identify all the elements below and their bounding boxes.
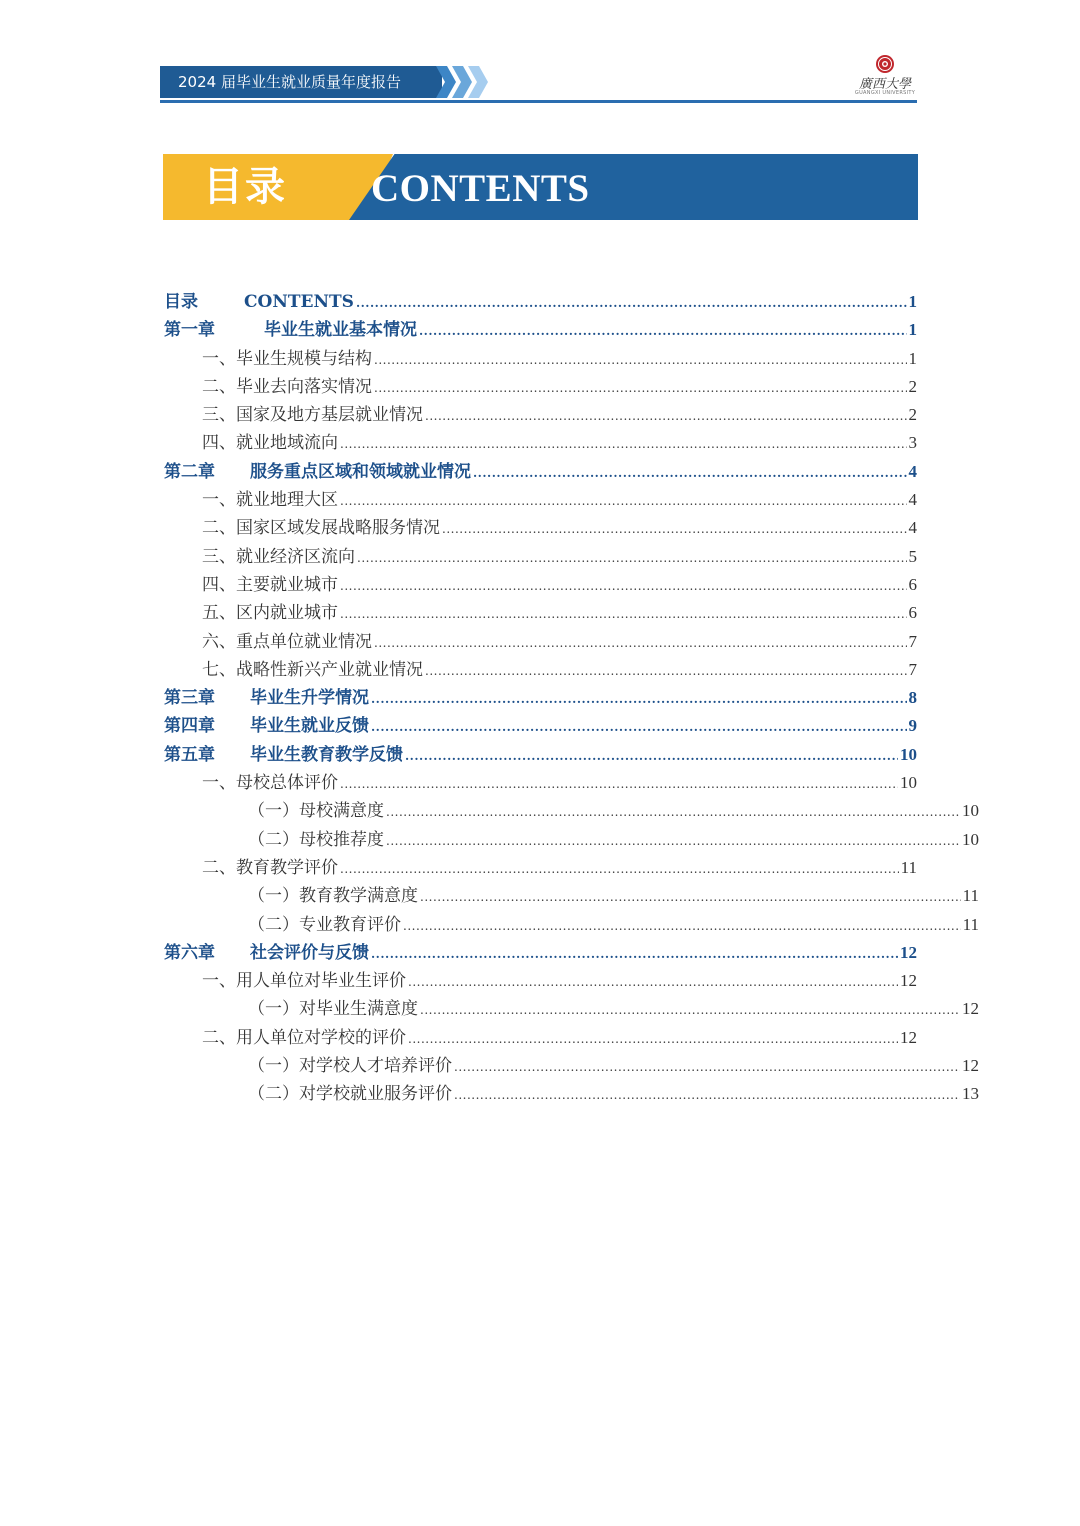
toc-entry-title: 四、就业地域流向 bbox=[202, 433, 338, 454]
toc-chapter-entry[interactable] bbox=[164, 741, 917, 769]
toc-entry-page: 4 bbox=[908, 461, 917, 481]
toc-section-entry[interactable] bbox=[164, 1024, 917, 1052]
toc-subsection-entry[interactable] bbox=[164, 911, 979, 939]
toc-entry-page: 10 bbox=[962, 801, 979, 821]
toc-entry-page: 12 bbox=[900, 1027, 917, 1047]
toc-section-entry[interactable] bbox=[164, 514, 917, 542]
toc-leader-dots bbox=[420, 996, 960, 1024]
toc-entry-page: 12 bbox=[962, 999, 979, 1019]
toc-entry-page: 13 bbox=[962, 1084, 979, 1104]
toc-entry-title: 社会评价与反馈 bbox=[250, 942, 369, 963]
toc-entry-page: 10 bbox=[962, 829, 979, 849]
toc-entry-title: 二、国家区域发展战略服务情况 bbox=[202, 518, 440, 539]
toc-entry-title: 二、毕业去向落实情况 bbox=[202, 376, 372, 397]
toc-chapter-number: 第一章 bbox=[164, 320, 215, 341]
toc-entry-page: 1 bbox=[908, 292, 917, 311]
toc-leader-dots bbox=[403, 912, 961, 940]
toc-entry-number: 目录 bbox=[164, 292, 198, 312]
toc-entry-title: 一、毕业生规模与结构 bbox=[202, 348, 372, 369]
toc-entry-page: 5 bbox=[908, 546, 917, 566]
toc-entry-title: 一、用人单位对毕业生评价 bbox=[202, 971, 406, 992]
toc-leader-dots bbox=[386, 798, 960, 826]
toc-leader-dots bbox=[357, 544, 907, 572]
toc-leader-dots bbox=[340, 855, 899, 883]
toc-section-entry[interactable] bbox=[164, 543, 917, 571]
toc-entry-title: （二）专业教育评价 bbox=[248, 914, 401, 935]
toc-subsection-entry[interactable] bbox=[164, 995, 979, 1023]
toc-entry-page: 1 bbox=[908, 320, 917, 340]
toc-leader-dots bbox=[408, 1025, 898, 1053]
toc-section-entry[interactable] bbox=[164, 429, 917, 457]
toc-entry-title: 毕业生就业基本情况 bbox=[264, 320, 417, 341]
toc-entry-contents[interactable] bbox=[164, 288, 917, 316]
toc-chapter-entry[interactable] bbox=[164, 939, 917, 967]
toc-entry-title: CONTENTS bbox=[244, 292, 354, 312]
toc-entry-title: 六、重点单位就业情况 bbox=[202, 631, 372, 652]
toc-entry-page: 4 bbox=[908, 518, 917, 538]
toc-leader-dots bbox=[405, 742, 898, 770]
toc-entry-page: 11 bbox=[962, 886, 979, 906]
toc-leader-dots bbox=[356, 289, 907, 317]
toc-leader-dots bbox=[454, 1053, 960, 1081]
toc-entry-page: 8 bbox=[908, 688, 917, 708]
toc-section-entry[interactable] bbox=[164, 769, 917, 797]
toc-entry-title: 一、就业地理大区 bbox=[202, 490, 338, 511]
toc-subsection-entry[interactable] bbox=[164, 1052, 979, 1080]
toc-subsection-entry[interactable] bbox=[164, 826, 979, 854]
toc-entry-page: 7 bbox=[908, 659, 917, 679]
toc-subsection-entry[interactable] bbox=[164, 797, 979, 825]
toc-entry-title: （一）母校满意度 bbox=[248, 801, 384, 822]
toc-chapter-entry[interactable] bbox=[164, 458, 917, 486]
toc-leader-dots bbox=[371, 940, 898, 968]
toc-chapter-number: 第三章 bbox=[164, 688, 215, 709]
toc-leader-dots bbox=[408, 968, 898, 996]
toc-leader-dots bbox=[425, 402, 907, 430]
toc-leader-dots bbox=[371, 713, 907, 741]
toc-entry-title: 毕业生就业反馈 bbox=[250, 716, 369, 737]
toc-chapter-entry[interactable] bbox=[164, 684, 917, 712]
logo-subtitle: GUANGXI UNIVERSITY bbox=[854, 90, 916, 96]
toc-leader-dots bbox=[340, 487, 907, 515]
toc-chapter-number: 第二章 bbox=[164, 461, 215, 482]
toc-entry-title: 七、战略性新兴产业就业情况 bbox=[202, 659, 423, 680]
toc-leader-dots bbox=[340, 572, 907, 600]
toc-entry-page: 7 bbox=[908, 631, 917, 651]
toc-section-entry[interactable] bbox=[164, 486, 917, 514]
toc-section-entry[interactable] bbox=[164, 599, 917, 627]
toc-section-entry[interactable] bbox=[164, 401, 917, 429]
toc-leader-dots bbox=[340, 430, 907, 458]
university-logo bbox=[853, 54, 917, 98]
toc-leader-dots bbox=[374, 374, 907, 402]
toc-leader-dots bbox=[340, 770, 898, 798]
toc-entry-title: （一）教育教学满意度 bbox=[248, 886, 418, 907]
table-of-contents bbox=[164, 288, 979, 1109]
toc-entry-title: 毕业生升学情况 bbox=[250, 688, 369, 709]
toc-section-entry[interactable] bbox=[164, 854, 917, 882]
banner-title-cn: 目录 bbox=[203, 164, 287, 210]
toc-entry-page: 2 bbox=[908, 405, 917, 425]
toc-entry-title: （二）对学校就业服务评价 bbox=[248, 1084, 452, 1105]
toc-leader-dots bbox=[419, 317, 907, 345]
toc-entry-page: 3 bbox=[908, 433, 917, 453]
toc-leader-dots bbox=[340, 600, 907, 628]
toc-entry-page: 2 bbox=[908, 376, 917, 396]
toc-leader-dots bbox=[473, 459, 907, 487]
toc-entry-page: 4 bbox=[908, 490, 917, 510]
banner-title-en: CONTENTS bbox=[371, 167, 590, 210]
toc-chapter-number: 第五章 bbox=[164, 744, 215, 765]
toc-section-entry[interactable] bbox=[164, 571, 917, 599]
toc-entry-title: 三、国家及地方基层就业情况 bbox=[202, 405, 423, 426]
toc-leader-dots bbox=[374, 346, 907, 374]
toc-leader-dots bbox=[386, 827, 960, 855]
toc-entry-page: 9 bbox=[908, 716, 917, 736]
toc-leader-dots bbox=[374, 629, 907, 657]
toc-entry-title: 一、母校总体评价 bbox=[202, 773, 338, 794]
toc-entry-title: 四、主要就业城市 bbox=[202, 574, 338, 595]
toc-section-entry[interactable] bbox=[164, 967, 917, 995]
toc-chapter-number: 第六章 bbox=[164, 942, 215, 963]
toc-entry-page: 12 bbox=[962, 1056, 979, 1076]
toc-entry-page: 10 bbox=[900, 744, 917, 764]
toc-entry-page: 11 bbox=[962, 914, 979, 934]
toc-entry-page: 6 bbox=[908, 603, 917, 623]
toc-entry-title: 服务重点区域和领域就业情况 bbox=[250, 461, 471, 482]
logo-wordmark: 廣西大學 bbox=[858, 77, 911, 92]
toc-section-entry[interactable] bbox=[164, 656, 917, 684]
toc-entry-page: 10 bbox=[900, 773, 917, 793]
toc-entry-page: 11 bbox=[900, 857, 917, 877]
toc-leader-dots bbox=[425, 657, 907, 685]
toc-entry-page: 6 bbox=[908, 574, 917, 594]
toc-leader-dots bbox=[371, 685, 907, 713]
toc-section-entry[interactable] bbox=[164, 345, 917, 373]
header-rule bbox=[160, 100, 917, 103]
toc-entry-page: 12 bbox=[900, 942, 917, 962]
toc-subsection-entry[interactable] bbox=[164, 1080, 979, 1108]
toc-chapter-number: 第四章 bbox=[164, 716, 215, 737]
toc-entry-title: 二、教育教学评价 bbox=[202, 857, 338, 878]
toc-leader-dots bbox=[420, 883, 961, 911]
toc-subsection-entry[interactable] bbox=[164, 882, 979, 910]
toc-leader-dots bbox=[442, 515, 907, 543]
toc-chapter-entry[interactable] bbox=[164, 712, 917, 740]
header-title-bar bbox=[160, 66, 442, 98]
toc-entry-title: （二）母校推荐度 bbox=[248, 829, 384, 850]
toc-entry-title: 二、用人单位对学校的评价 bbox=[202, 1027, 406, 1048]
toc-chapter-entry[interactable] bbox=[164, 316, 917, 344]
seal-icon bbox=[875, 54, 895, 74]
toc-entry-title: （一）对毕业生满意度 bbox=[248, 999, 418, 1020]
toc-entry-title: （一）对学校人才培养评价 bbox=[248, 1056, 452, 1077]
report-title: 2024 届毕业生就业质量年度报告 bbox=[178, 73, 401, 91]
toc-leader-dots bbox=[454, 1081, 960, 1109]
toc-entry-page: 12 bbox=[900, 971, 917, 991]
toc-entry-page: 1 bbox=[908, 348, 917, 368]
toc-section-entry[interactable] bbox=[164, 373, 917, 401]
toc-entry-title: 三、就业经济区流向 bbox=[202, 546, 355, 567]
contents-banner bbox=[163, 154, 918, 220]
toc-entry-title: 毕业生教育教学反馈 bbox=[250, 744, 403, 765]
toc-entry-title: 五、区内就业城市 bbox=[202, 603, 338, 624]
page-header bbox=[160, 66, 917, 106]
toc-section-entry[interactable] bbox=[164, 628, 917, 656]
